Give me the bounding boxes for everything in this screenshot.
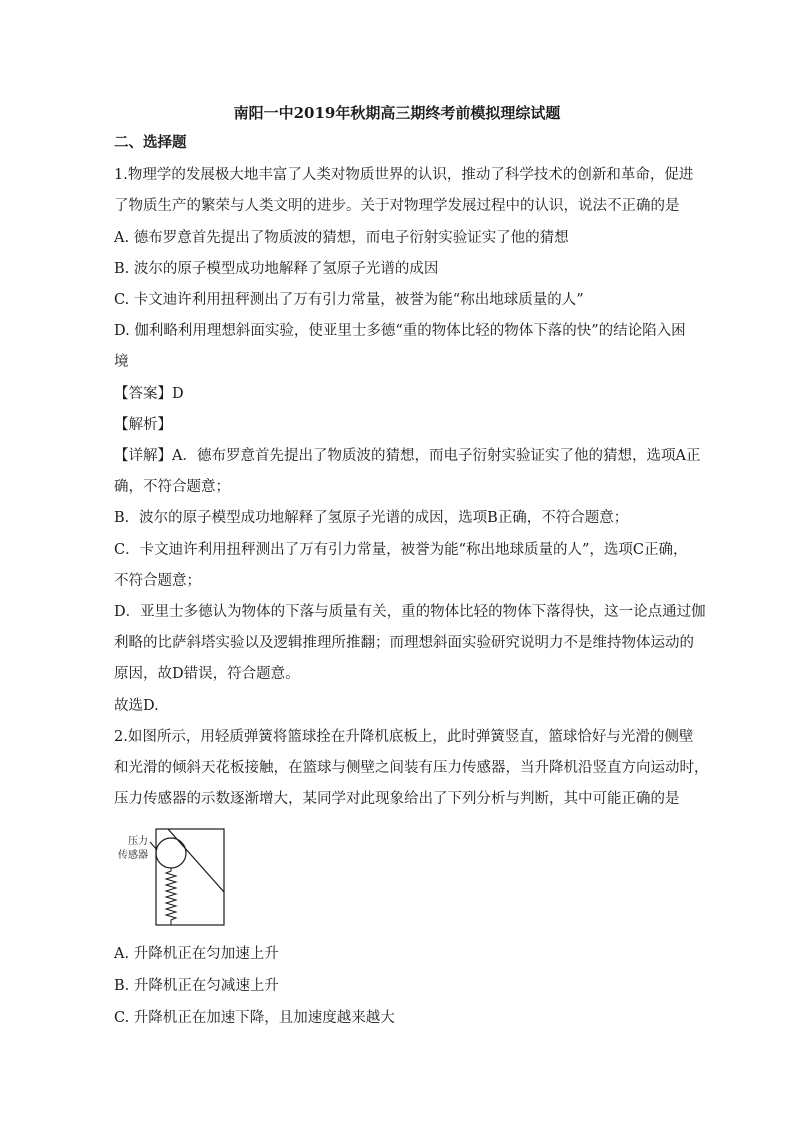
elevator-diagram <box>114 828 244 928</box>
q1-analysis-line: 确，不符合题意； <box>114 479 230 495</box>
page-title: 南阳一中2019年秋期高三期终考前模拟理综试题 <box>233 104 561 122</box>
q1-analysis-line: B．波尔的原子模型成功地解释了氢原子光谱的成因，选项B正确，不符合题意； <box>114 510 629 526</box>
q1-conclusion: 故选D. <box>114 698 159 714</box>
q1-analysis-label: 【解析】 <box>114 417 172 433</box>
q2-stem-line-2: 和光滑的倾斜天花板接触，在篮球与侧壁之间装有压力传感器，当升降机沿竖直方向运动时， <box>114 760 709 776</box>
spring <box>166 868 176 925</box>
q1-answer: 【答案】D <box>114 386 184 402</box>
basketball <box>156 838 186 868</box>
q1-option-b: B. 波尔的原子模型成功地解释了氢原子光谱的成因 <box>114 261 439 277</box>
q1-option-c: C. 卡文迪许利用扭秤测出了万有引力常量，被誉为能“称出地球质量的人” <box>114 292 584 308</box>
q1-stem-line-1: 1.物理学的发展极大地丰富了人类对物质世界的认识，推动了科学技术的创新和革命，促进 <box>114 167 694 183</box>
q2-stem-line-3: 压力传感器的示数逐渐增大，某同学对此现象给出了下列分析与判断，其中可能正确的是 <box>114 791 680 807</box>
sensor-label-line-1: 压力 <box>128 836 148 847</box>
q1-option-d: D. 伽利略利用理想斜面实验，使亚里士多德“重的物体比轻的物体下落的快”的结论陷入困 <box>114 323 686 339</box>
q1-analysis-line: 原因，故D错误，符合题意。 <box>114 666 300 682</box>
section-heading: 二、选择题 <box>114 134 187 151</box>
q1-option-a: A. 德布罗意首先提出了物质波的猜想，而电子衍射实验证实了他的猜想 <box>114 230 569 246</box>
q1-analysis-line: D．亚里士多德认为物体的下落与质量有关，重的物体比轻的物体下落得快，这一论点通过伽 <box>114 604 706 620</box>
q1-option-d-cont: 境 <box>114 354 129 370</box>
q2-option-c: C. 升降机正在加速下降，且加速度越来越大 <box>114 1010 395 1026</box>
q2-option-a: A. 升降机正在匀加速上升 <box>114 946 279 962</box>
elevator-box <box>156 829 224 925</box>
q2-stem-line-1: 2.如图所示，用轻质弹簧将篮球拴在升降机底板上，此时弹簧竖直，篮球恰好与光滑的侧壁 <box>114 729 694 745</box>
sensor-label-line-2: 传感器 <box>118 850 148 861</box>
q1-analysis-line: 不符合题意； <box>114 573 201 589</box>
q2-option-b: B. 升降机正在匀减速上升 <box>114 978 279 994</box>
q1-analysis-line: C．卡文迪许利用扭秤测出了万有引力常量，被誉为能“称出地球质量的人”，选项C正确， <box>114 542 688 558</box>
q1-stem-line-2: 了物质生产的繁荣与人类文明的进步。关于对物理学发展过程中的认识，说法不正确的是 <box>114 198 680 214</box>
q1-analysis-line: 利略的比萨斜塔实验以及逻辑推理所推翻；而理想斜面实验研究说明力不是维持物体运动的 <box>114 635 694 651</box>
q1-analysis-line: 【详解】A．德布罗意首先提出了物质波的猜想，而电子衍射实验证实了他的猜想，选项A正 <box>114 448 701 464</box>
